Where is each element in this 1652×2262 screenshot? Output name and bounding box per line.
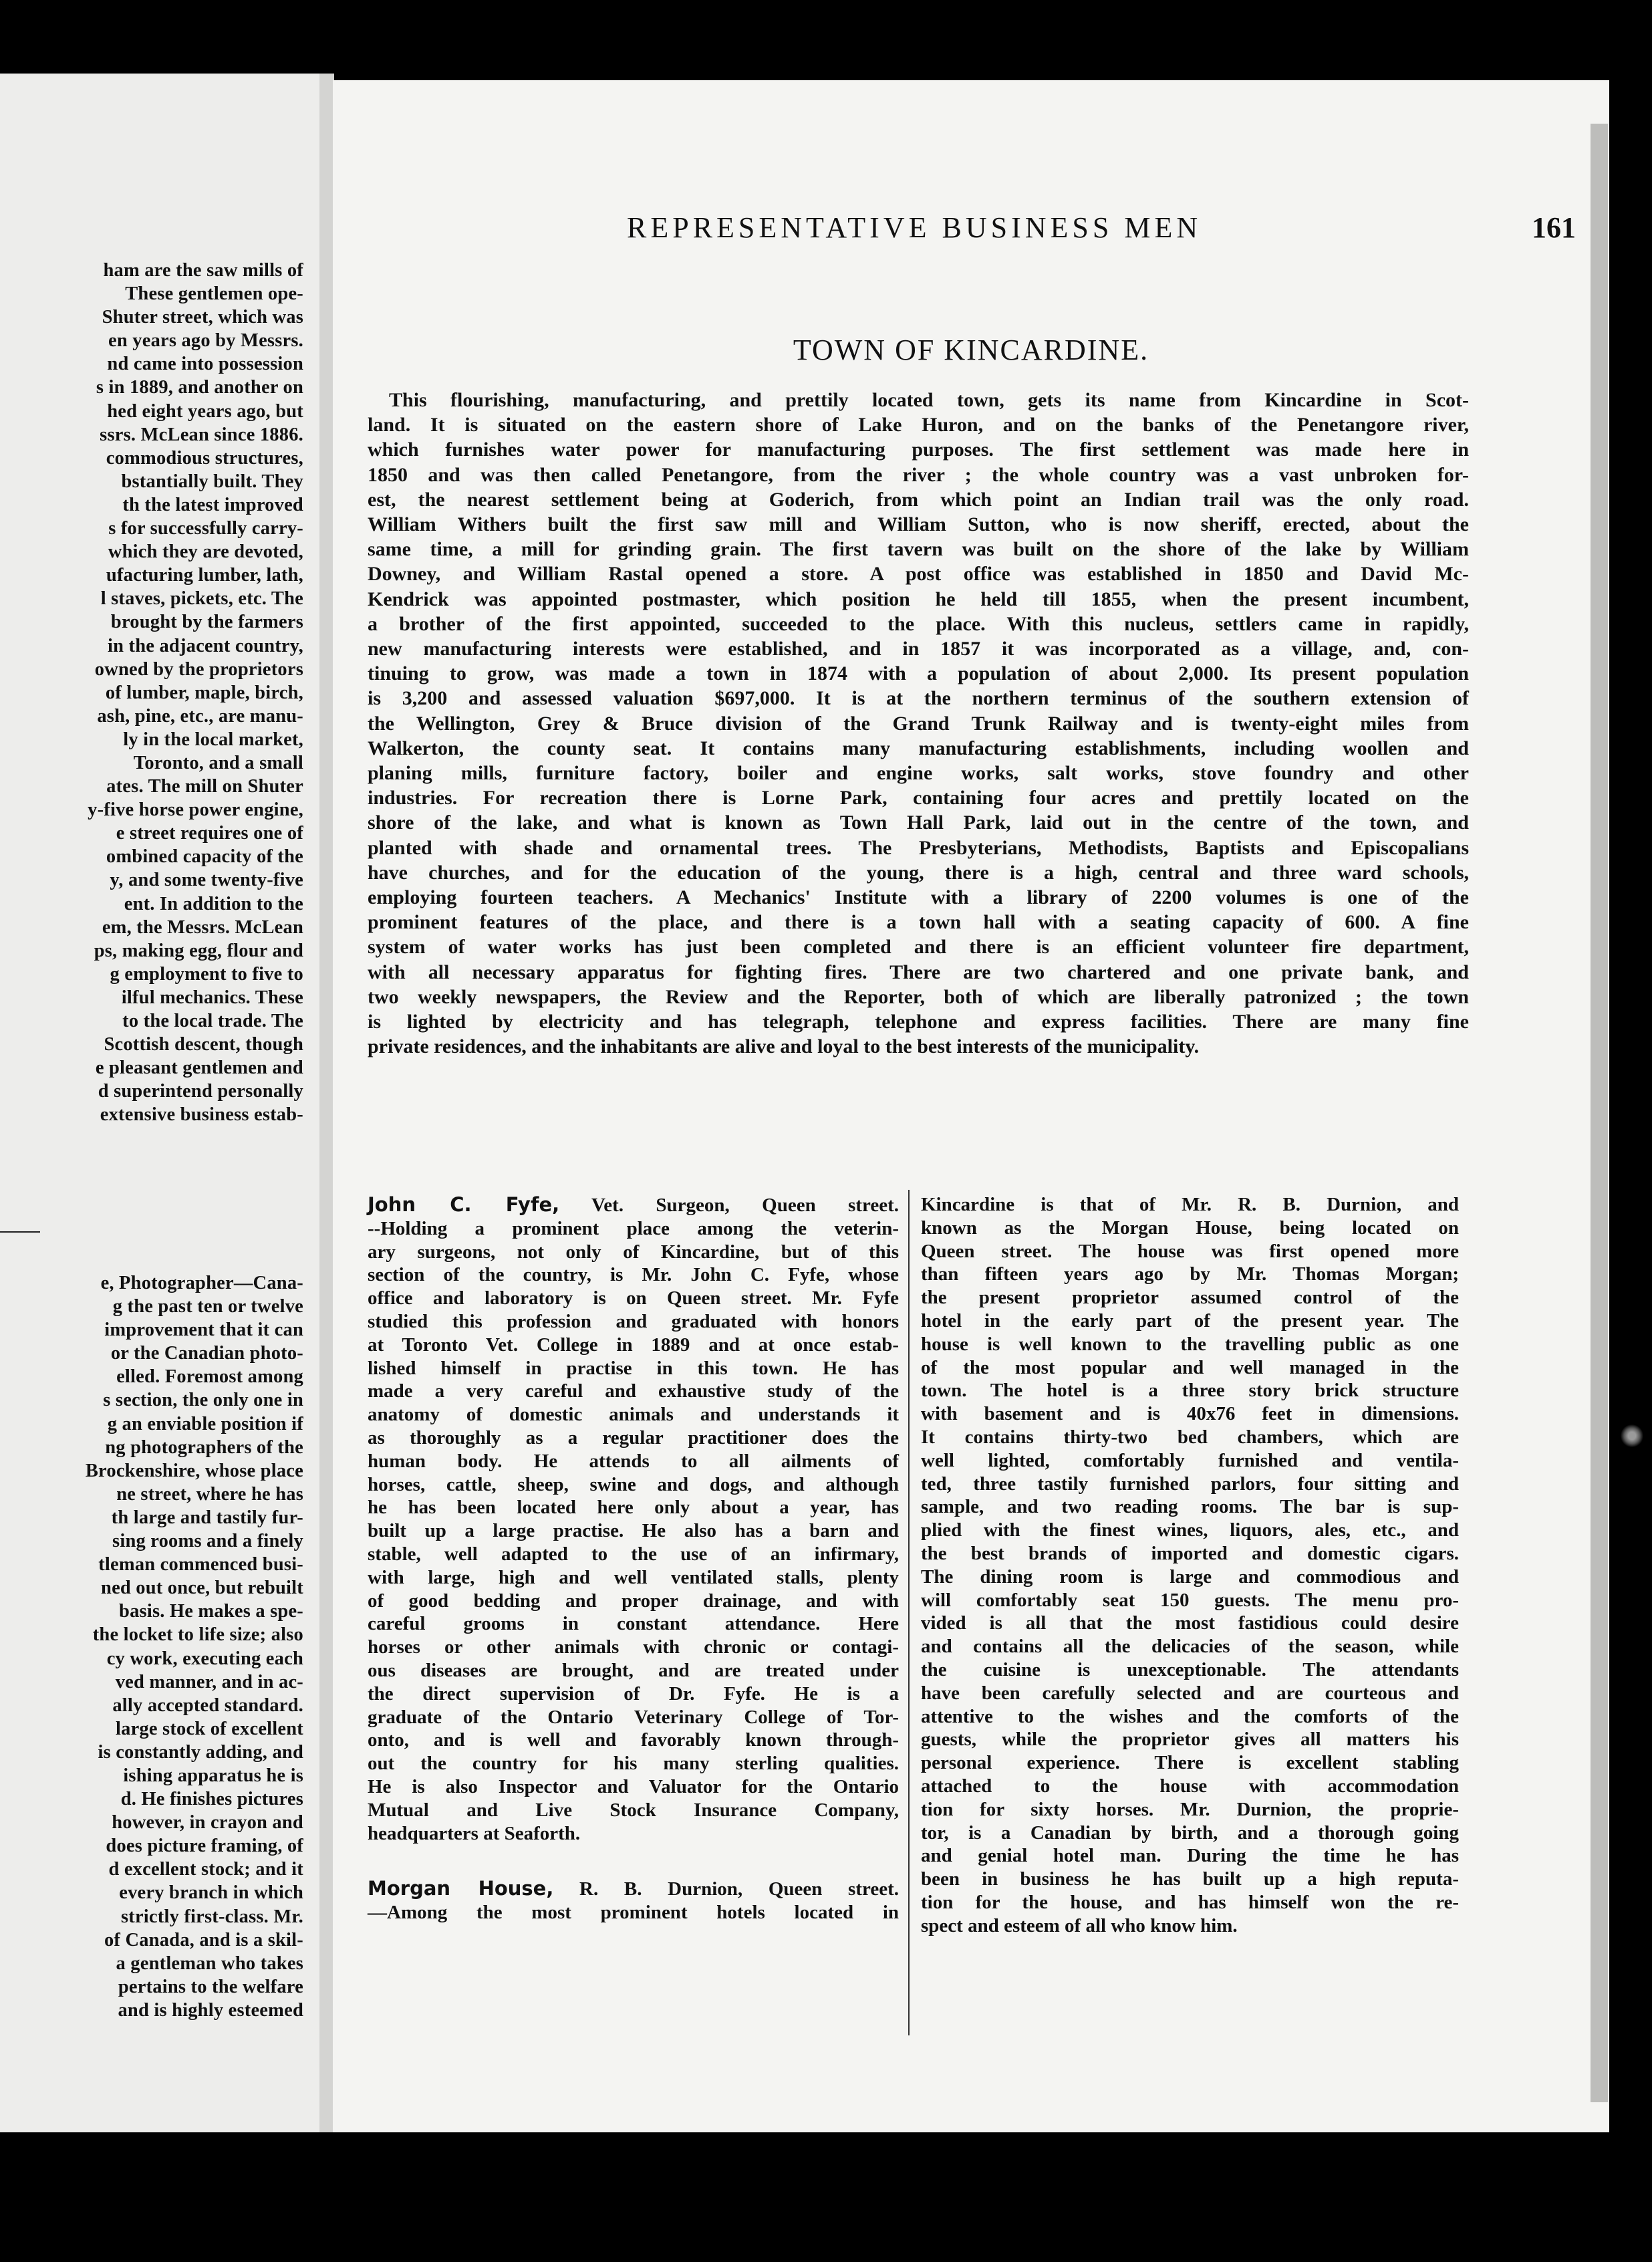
text-line: —Among the most prominent hotels located in [368, 1902, 899, 1924]
text-line: large stock of excellent [116, 1718, 303, 1739]
text-line: ted, three tastily furnished parlors, four sitting and [921, 1473, 1459, 1495]
text-line: personal experience. There is excellent stabling [921, 1752, 1459, 1774]
text-line: a brother of the first appointed, succeeded to the place. With this nucleus, settlers came in rapidly, [368, 612, 1469, 635]
text-line: strictly first-class. Mr. [120, 1906, 303, 1927]
text-line: Kincardine is that of Mr. R. B. Durnion, and [921, 1194, 1459, 1215]
text-line: which they are devoted, [108, 541, 303, 563]
text-line: tion for the house, and has himself won the re- [921, 1891, 1459, 1913]
text-line: shore of the lake, and what is known as Town Hall Park, laid out in the centre of the town, and [368, 811, 1469, 834]
text-line: house is well known to the travelling public as one [921, 1333, 1459, 1355]
text-line: of good bedding and proper drainage, and with [368, 1590, 899, 1612]
entry-subtitle: Vet. Surgeon, Queen street. [591, 1195, 899, 1216]
text-line: stable, well adapted to the use of an infirmary, [368, 1543, 899, 1565]
text-line: extensive business estab- [100, 1104, 303, 1126]
text-line: Shuter street, which was [102, 307, 303, 328]
text-line: g an enviable position if [107, 1413, 303, 1434]
running-head: REPRESENTATIVE BUSINESS MEN [627, 211, 1202, 244]
text-line: ent. In addition to the [124, 893, 303, 914]
text-line: is 3,200 and assessed valuation $697,000. It is at the northern terminus of the southern extension of [368, 687, 1469, 710]
entry-name: Morgan House, [368, 1877, 554, 1900]
text-line: Scottish descent, though [104, 1034, 303, 1055]
text-line: graduate of the Ontario Veterinary College of Tor- [368, 1706, 899, 1728]
text-line: hotel in the early part of the present year. The [921, 1309, 1459, 1332]
text-line: ilful mechanics. These [121, 987, 303, 1008]
entry-morgan-house [368, 1877, 899, 1924]
text-line: lished himself in practise in this town. He has [368, 1357, 899, 1379]
text-line: improvement that it can [104, 1320, 303, 1341]
left-page-top-column [0, 259, 303, 1126]
text-line: e street requires one of [116, 823, 303, 844]
text-line: This flourishing, manufacturing, and prettily located town, gets its name from Kincardine in Scot- [389, 389, 1469, 411]
text-line: new manufacturing interests were established, and in 1857 it was incorporated as a village, and, con- [368, 638, 1469, 660]
text-line: ne street, where he has [116, 1483, 303, 1505]
text-line: out the country for his many sterling qualities. [368, 1753, 899, 1775]
text-line: and contains all the delicacies of the season, while [921, 1636, 1459, 1658]
column-right [921, 1193, 1459, 1938]
text-line: est, the nearest settlement being at Goderich, from which point an Indian trail was the only road. [368, 488, 1469, 511]
text-line: Mutual and Live Stock Insurance Company, [368, 1799, 899, 1821]
text-line: en years ago by Messrs. [108, 330, 303, 352]
text-line: will comfortably seat 150 guests. The menu pro- [921, 1589, 1459, 1611]
text-line: commodious structures, [106, 447, 303, 469]
text-line: horses or other animals with chronic or contagi- [368, 1636, 899, 1658]
text-line: in the adjacent country, [108, 635, 303, 656]
text-line: or the Canadian photo- [110, 1343, 303, 1364]
text-line: ufacturing lumber, lath, [106, 565, 303, 586]
text-line: he has been located here only about a year, has [368, 1497, 899, 1519]
text-line: tleman commenced busi- [98, 1554, 303, 1576]
text-line: planted with shade and ornamental trees. The Presbyterians, Methodists, Baptists and Episcopalians [368, 836, 1469, 859]
text-line: with large, high and well ventilated stalls, plenty [368, 1566, 899, 1588]
text-line: spect and esteem of all who know him. [921, 1914, 1238, 1936]
text-line: same time, a mill for grinding grain. The first tavern was built on the shore of the lake by William [368, 538, 1469, 561]
text-line: pertains to the welfare [118, 1976, 303, 1997]
text-line: ved manner, and in ac- [115, 1671, 303, 1692]
page-edge [1591, 124, 1608, 2102]
text-line: Brockenshire, whose place [85, 1460, 303, 1481]
section-rule [0, 1231, 40, 1233]
text-line: of Canada, and is a skil- [104, 1929, 303, 1951]
text-line: Walkerton, the county seat. It contains many manufacturing establishments, including woollen and [368, 737, 1469, 759]
text-line: tinuing to grow, was made a town in 1874 with a population of about 2,000. Its present population [368, 662, 1469, 685]
entry-first-line [368, 1193, 899, 1217]
text-line: of the most popular and well managed in the [921, 1356, 1459, 1378]
text-line: as thoroughly as a regular practitioner does the [368, 1426, 899, 1449]
column-left [368, 1193, 899, 1924]
text-line: ates. The mill on Shuter [106, 776, 303, 797]
entry-subtitle: R. B. Durnion, Queen street. [579, 1878, 899, 1900]
text-line: s in 1889, and another on [96, 377, 303, 398]
ink-blot [1621, 1420, 1643, 1451]
text-line: He is also Inspector and Valuator for the Ontario [368, 1775, 899, 1797]
text-line: s section, the only one in [103, 1390, 303, 1411]
text-line: two weekly newspapers, the Review and the Reporter, both of which are liberally patronized ; the town [368, 985, 1469, 1008]
text-line: ash, pine, etc., are manu- [97, 705, 303, 727]
text-line: William Withers built the first saw mill and William Sutton, who is now sheriff, erected, about the [368, 513, 1469, 536]
text-line: d excellent stock; and it [108, 1859, 303, 1880]
text-line: The dining room is large and commodious and [921, 1565, 1459, 1588]
text-line: em, the Messrs. McLean [102, 916, 303, 938]
text-line: plied with the finest wines, liquors, ales, etc., and [921, 1519, 1459, 1541]
text-line: ssrs. McLean since 1886. [100, 424, 303, 445]
text-line: the direct supervision of Dr. Fyfe. He is a [368, 1682, 899, 1705]
text-line: the cuisine is unexceptionable. The attendants [921, 1658, 1459, 1680]
text-line: --Holding a prominent place among the veterin- [368, 1217, 899, 1239]
text-line: hed eight years ago, but [107, 400, 303, 422]
text-line: vided is all that the most fastidious could desire [921, 1612, 1459, 1634]
text-line: th the latest improved [122, 494, 303, 515]
text-line: ly in the local market, [123, 729, 303, 750]
text-line: of lumber, maple, birch, [105, 682, 303, 703]
text-line: sing rooms and a finely [112, 1531, 303, 1552]
text-line: does picture framing, of [106, 1836, 303, 1857]
text-line: d. He finishes pictures [120, 1789, 303, 1810]
text-line: studied this profession and graduated with honors [368, 1310, 899, 1332]
text-line: s for successfully carry- [108, 518, 303, 539]
text-line: It contains thirty-two bed chambers, which are [921, 1426, 1459, 1448]
text-line: horses, cattle, sheep, swine and dogs, and although [368, 1473, 899, 1495]
text-line: ps, making egg, flour and [94, 940, 303, 961]
text-line: every branch in which [119, 1882, 303, 1904]
page-number: 161 [1532, 211, 1576, 244]
text-line: attentive to the wishes and the comforts of the [921, 1705, 1459, 1727]
text-line: human body. He attends to all ailments of [368, 1450, 899, 1472]
text-line: onto, and is well and favorably known through- [368, 1729, 899, 1751]
left-page-bottom-column [0, 1271, 303, 2022]
text-line: ng photographers of the [105, 1436, 303, 1458]
page-header [627, 211, 1576, 251]
entry-john-c-fyfe [368, 1193, 899, 1845]
book-gutter [319, 74, 334, 2132]
intro-paragraph [368, 388, 1469, 1059]
text-line: system of water works has just been completed and there is an efficient volunteer fire department, [368, 936, 1469, 959]
entry-first-line [368, 1877, 899, 1901]
text-line: and genial hotel man. During the time he has [921, 1845, 1459, 1867]
text-line: known as the Morgan House, being located on [921, 1217, 1459, 1239]
text-line: than fifteen years ago by Mr. Thomas Morgan; [921, 1263, 1459, 1285]
text-line: town. The hotel is a three story brick structure [921, 1380, 1459, 1402]
text-line: cy work, executing each [106, 1648, 303, 1669]
text-line: section of the country, is Mr. John C. Fyfe, whose [368, 1264, 899, 1286]
text-line: These gentlemen ope- [125, 283, 303, 305]
text-line: ombined capacity of the [106, 846, 303, 868]
column-divider [908, 1190, 910, 2035]
text-line: office and laboratory is on Queen street. Mr. Fyfe [368, 1287, 899, 1309]
text-line: with basement and is 40x76 feet in dimensions. [921, 1403, 1459, 1425]
text-line: basis. He makes a spe- [119, 1601, 303, 1622]
text-line: e, Photographer—Cana- [100, 1273, 303, 1293]
text-line: ishing apparatus he is [123, 1765, 303, 1786]
text-line: the present proprietor assumed control of the [921, 1287, 1459, 1309]
text-line: Kendrick was appointed postmaster, which position he held till 1855, when the present incumbent, [368, 588, 1469, 610]
text-line: headquarters at Seaforth. [368, 1822, 581, 1844]
page-161 [333, 80, 1609, 2132]
text-line: planing mills, furniture factory, boiler and engine works, salt works, stove foundry and other [368, 762, 1469, 785]
text-line: ham are the saw mills of [103, 260, 303, 281]
text-line: Downey, and William Rastal opened a store. A post office was established in 1850 and David Mc- [368, 563, 1469, 586]
text-line: tor, is a Canadian by birth, and a thorough going [921, 1821, 1459, 1844]
text-line: 1850 and was then called Penetangore, from the river ; the whole country was a vast unbroken for- [368, 463, 1469, 486]
text-line: ally accepted standard. [112, 1694, 303, 1716]
text-line: nd came into possession [107, 354, 303, 375]
entry-name: John C. Fyfe, [368, 1193, 560, 1216]
text-line: the best brands of imported and domestic cigars. [921, 1542, 1459, 1564]
text-line: ned out once, but rebuilt [101, 1578, 303, 1599]
text-line: guests, while the proprietor gives all matters his [921, 1729, 1459, 1751]
facing-page-left [0, 74, 319, 2132]
text-line: d superintend personally [98, 1081, 303, 1102]
text-line: been in business he has built up a high reputa- [921, 1868, 1459, 1890]
text-line: th large and tastily fur- [111, 1507, 303, 1528]
text-line: owned by the proprietors [94, 658, 303, 680]
text-line: l staves, pickets, etc. The [100, 588, 303, 610]
text-line: the locket to life size; also [92, 1624, 303, 1646]
text-line: is constantly adding, and [98, 1741, 303, 1763]
text-line: elled. Foremost among [116, 1366, 303, 1388]
text-line: g employment to five to [110, 963, 303, 985]
text-line: with all necessary apparatus for fighting fires. There are two chartered and one private bank, and [368, 961, 1469, 983]
text-line: have been carefully selected and are courteous and [921, 1682, 1459, 1704]
text-line: at Toronto Vet. College in 1889 and at once estab- [368, 1334, 899, 1356]
text-line: land. It is situated on the eastern shore of Lake Huron, and on the banks of the Penetangore river, [368, 414, 1469, 436]
text-line: to the local trade. The [122, 1011, 303, 1031]
text-line: y, and some twenty-five [110, 870, 303, 891]
text-line: sample, and two reading rooms. The bar is sup- [921, 1496, 1459, 1518]
text-line: the Wellington, Grey & Bruce division of the Grand Trunk Railway and is twenty-eight miles from [368, 712, 1469, 735]
text-line: attached to the house with accommodation [921, 1775, 1459, 1797]
text-line: y-five horse power engine, [88, 799, 303, 821]
text-line: prominent features of the place, and there is a town hall with a seating capacity of 600. A fine [368, 911, 1469, 934]
text-line: built up a large practise. He also has a barn and [368, 1520, 899, 1542]
text-line: employing fourteen teachers. A Mechanics' Institute with a library of 2200 volumes is one of the [368, 886, 1469, 909]
text-line: Toronto, and a small [133, 752, 303, 773]
text-line: bstantially built. They [121, 471, 303, 492]
text-line: e pleasant gentlemen and [95, 1057, 303, 1079]
text-line: however, in crayon and [112, 1812, 303, 1834]
text-line: is lighted by electricity and has telegraph, telephone and express facilities. There are many fine [368, 1011, 1469, 1033]
text-line: a gentleman who takes [116, 1953, 303, 1974]
text-line: have churches, and for the education of the young, there is a high, central and three ward schools, [368, 861, 1469, 884]
text-line: g the past ten or twelve [112, 1296, 303, 1317]
text-line: tion for sixty horses. Mr. Durnion, the proprie- [921, 1798, 1459, 1820]
text-line: private residences, and the inhabitants are alive and loyal to the best interests of the municipality. [368, 1035, 1200, 1058]
text-line: ous diseases are brought, and are treated under [368, 1659, 899, 1681]
text-line: careful grooms in constant attendance. Here [368, 1613, 899, 1635]
text-line: brought by the farmers [110, 612, 303, 633]
text-line: well lighted, comfortably furnished and ventila- [921, 1449, 1459, 1471]
text-line: industries. For recreation there is Lorne Park, containing four acres and prettily located on the [368, 787, 1469, 809]
text-line: and is highly esteemed [118, 1999, 303, 2021]
text-line: which furnishes water power for manufacturing purposes. The first settlement was made here in [368, 438, 1469, 461]
text-line: anatomy of domestic animals and understands it [368, 1404, 899, 1426]
text-line: made a very careful and exhaustive study of the [368, 1380, 899, 1402]
text-line: Queen street. The house was first opened more [921, 1240, 1459, 1262]
section-title: TOWN OF KINCARDINE. [793, 334, 1149, 366]
text-line: ary surgeons, not only of Kincardine, but of this [368, 1241, 899, 1263]
